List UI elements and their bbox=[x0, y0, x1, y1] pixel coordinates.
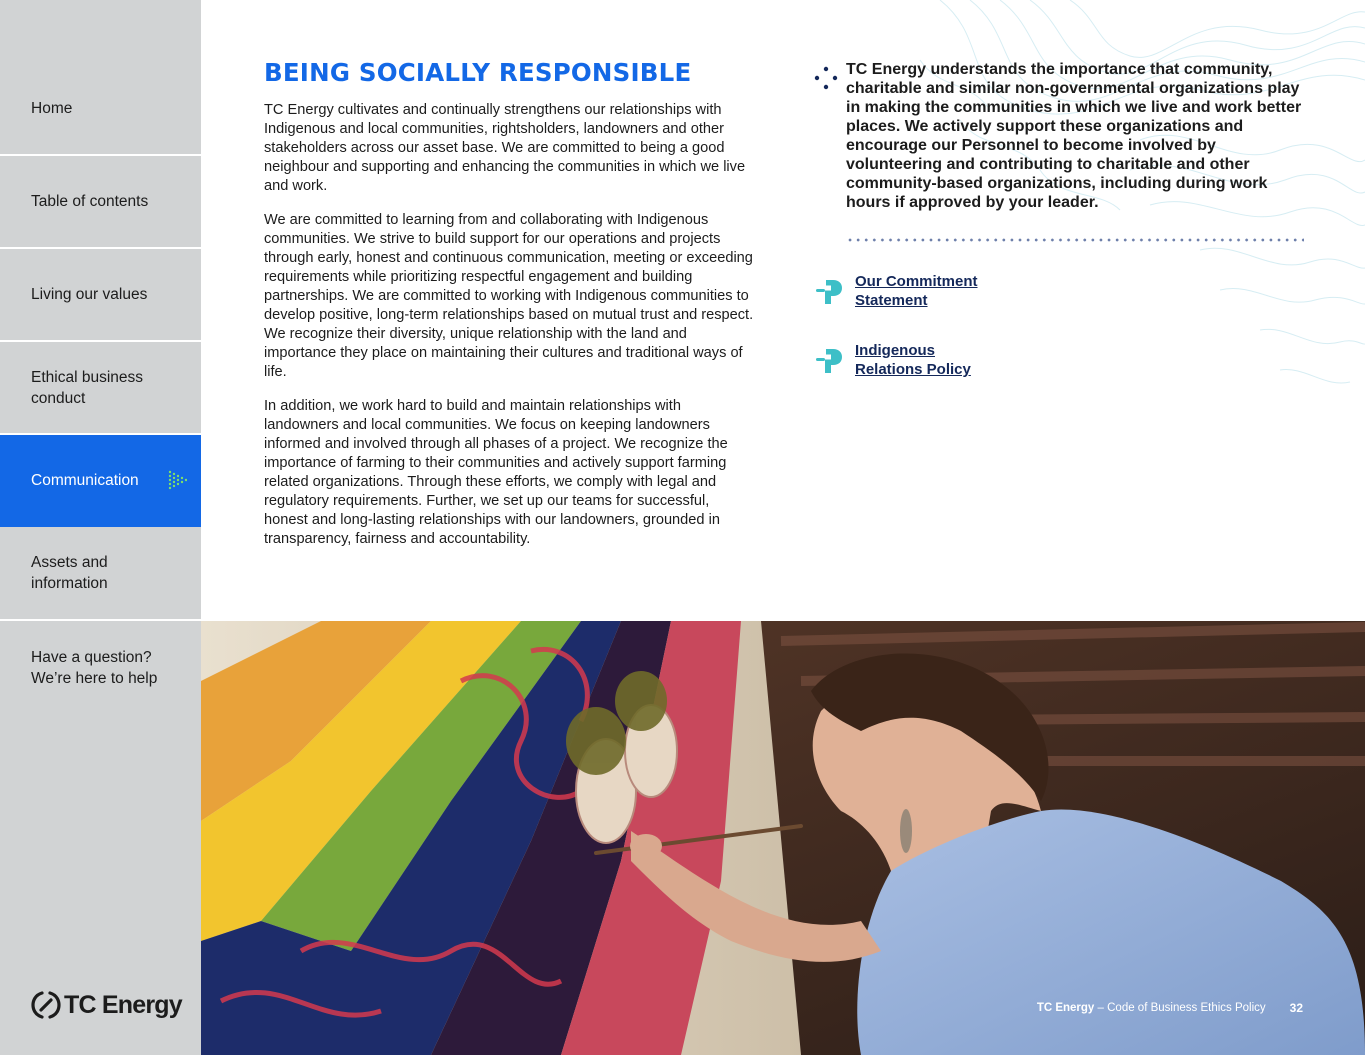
nav-item-communication[interactable] bbox=[0, 435, 201, 527]
footer-doc-title: – Code of Business Ethics Policy bbox=[1097, 1002, 1266, 1014]
mural-painting-photo bbox=[201, 621, 1365, 1055]
body-text bbox=[264, 101, 756, 564]
nav-item-assets-and-information[interactable] bbox=[0, 527, 201, 621]
nav-item-label: Communication bbox=[31, 471, 139, 489]
nav-item-home[interactable] bbox=[0, 62, 201, 156]
footer-brand: TC Energy bbox=[1036, 1002, 1095, 1014]
nav-item-label: Have a question? We’re here to help bbox=[31, 649, 158, 687]
dotted-divider bbox=[846, 238, 1304, 242]
page-number: 32 bbox=[1289, 1001, 1303, 1015]
nav-item-have-a-question[interactable] bbox=[0, 621, 201, 715]
page-title: BEING SOCIALLY RESPONSIBLE bbox=[264, 58, 692, 87]
nav-item-label: Home bbox=[31, 99, 73, 117]
link-our-commitment-statement[interactable] bbox=[813, 272, 978, 310]
paragraph: We are committed to learning from and collaborating with Indigenous communities. We strive to build support for our operations and projects through early, honest and continuous communication, meeting or exceeding requirements while prioritizing respectful engagement and building partnerships. We are committed to working with Indigenous communities to develop positive, long-term relationships based on mutual trust and respect. We recognize their diversity, unique relationship with the land and importance they place on maintaining their cultures and traditional ways of life. bbox=[264, 212, 754, 380]
callout-text: TC Energy understands the importance that community, charitable and similar non-governmental organizations play in making the communities in which we live and work better places. We actively support these organizations and encourage our Personnel to become involved by volunteering and contributing to charitable and other community-based organizations, including during work hours if approved by your leader. bbox=[846, 61, 1302, 211]
nav-item-label: Ethical business conduct bbox=[31, 368, 144, 407]
nav-item-table-of-contents[interactable] bbox=[0, 156, 201, 249]
paragraph: In addition, we work hard to build and maintain relationships with landowners and local communities. We focus on keeping landowners informed and involved through all phases of a project. We recognize the importance of farming to their communities and actively support farming related organizations. Through these efforts, we comply with legal and regulatory requirements. Further, we set up our teams for successful, honest and long-lasting relationships with our landowners, grounded in transparency, fairness and accountability. bbox=[264, 398, 728, 547]
nav-item-living-our-values[interactable] bbox=[0, 249, 201, 342]
policy-link-icon bbox=[813, 343, 845, 377]
link-label[interactable]: Our Commitment Statement bbox=[855, 273, 978, 309]
link-label[interactable]: Indigenous Relations Policy bbox=[855, 342, 971, 378]
dots-icon bbox=[813, 66, 839, 92]
sidebar bbox=[0, 0, 201, 1055]
nav-item-label: Table of contents bbox=[31, 193, 149, 210]
nav-item-ethical-business-conduct[interactable] bbox=[0, 342, 201, 435]
dotted-arrow-icon bbox=[167, 470, 187, 490]
nav-item-label: Assets and information bbox=[31, 554, 108, 592]
nav-item-label: Living our values bbox=[31, 286, 148, 303]
tc-energy-logo bbox=[31, 990, 182, 1020]
link-indigenous-relations-policy[interactable] bbox=[813, 341, 971, 379]
tc-energy-logo-icon bbox=[31, 990, 61, 1020]
paragraph: TC Energy cultivates and continually strengthens our relationships with Indigenous and local communities, rightsholders, landowners and other stakeholders across our asset base. We are committed to being a good neighbour and supporting and enhancing the communities in which we live and work. bbox=[264, 102, 746, 194]
logo-text: TC Energy bbox=[64, 990, 182, 1019]
page-footer bbox=[1037, 1001, 1303, 1015]
footer-title bbox=[1037, 1002, 1266, 1014]
policy-link-icon bbox=[813, 274, 845, 308]
